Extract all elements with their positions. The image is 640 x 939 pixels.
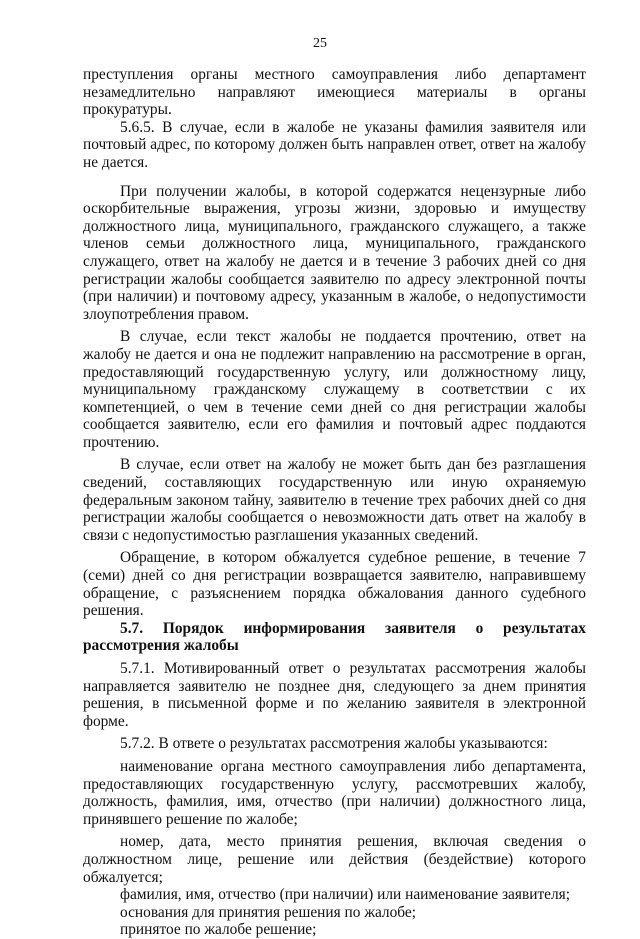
list-item-decision-grounds: основания для принятия решения по жалобе;: [120, 903, 417, 921]
list-item-decision: принятое по жалобе решение;: [120, 921, 317, 939]
section-heading-5-7: 5.7. Порядок информирования заявителя о результатах рассмотрения жалобы: [83, 619, 586, 655]
paragraph-prosecution-referral: преступления органы местного самоуправления либо департамент незамедлительно направляют имеющиеся материалы в органы прокуратуры.: [83, 66, 586, 119]
paragraph-unreadable-complaint: В случае, если текст жалобы не поддается прочтению, ответ на жалобу не дается и она не подлежит направлению на рассмотрение в орган, предоставляющий государственную услугу, или должностному лицу, муниципальному гражданскому служащему в соответствии с их компетенцией, о чем в течение семи дней со дня регистрации жалобы сообщается заявителю, если его фамилия и почтовый адрес поддаются прочтению.: [83, 328, 586, 451]
paragraph-5-7-2: 5.7.2. В ответе о результатах рассмотрения жалобы указываются:: [120, 735, 548, 753]
paragraph-5-6-5: 5.6.5. В случае, если в жалобе не указаны фамилия заявителя или почтовый адрес, по которому должен быть направлен ответ, ответ на жалобу не дается.: [83, 118, 586, 171]
document-body: [83, 66, 586, 939]
paragraph-state-secret: В случае, если ответ на жалобу не может быть дан без разглашения сведений, составляющих государственную или иную охраняемую федеральным законом тайну, заявителю в течение трех рабочих дней со дня регистрации жалобы сообщается о невозможности дать ответ на жалобу в связи с недопустимостью разглашения указанных сведений.: [83, 456, 586, 544]
paragraph-court-decision: Обращение, в котором обжалуется судебное решение, в течение 7 (семи) дней со дня регистрации возвращается заявителю, направившему обращение, с разъяснением порядка обжалования данного судебного решения.: [83, 549, 586, 620]
list-item-applicant-name: фамилия, имя, отчество (при наличии) или наименование заявителя;: [120, 886, 571, 904]
paragraph-5-7-1: 5.7.1. Мотивированный ответ о результатах рассмотрения жалобы направляется заявителю не позднее дня, следующего за днем принятия решения, в письменной форме и по желанию заявителя в электронной форме.: [83, 660, 586, 730]
paragraph-obscene-complaint: При получении жалобы, в которой содержатся нецензурные либо оскорбительные выражения, угрозы жизни, здоровью и имуществу должностного лица, муниципального, гражданского служащего, а также членов семьи должностного лица, муниципального, гражданского служащего, ответ на жалобу не дается и в течение 3 рабочих дней со дня регистрации жалобы сообщается заявителю по адресу электронной почты (при наличии) и почтовому адресу, указанным в жалобе, о недопустимости злоупотребления правом.: [83, 182, 586, 323]
page-number: 25: [313, 36, 327, 51]
paragraph-decision-details: номер, дата, место принятия решения, включая сведения о должностном лице, решение или действия (бездействие) которого обжалуется;: [83, 833, 586, 886]
paragraph-authority-name: наименование органа местного самоуправления либо департамента, предоставляющих государственную услугу, рассмотревших жалобу, должность, фамилия, имя, отчество (при наличии) должностного лица, принявшего решение по жалобе;: [83, 757, 586, 828]
